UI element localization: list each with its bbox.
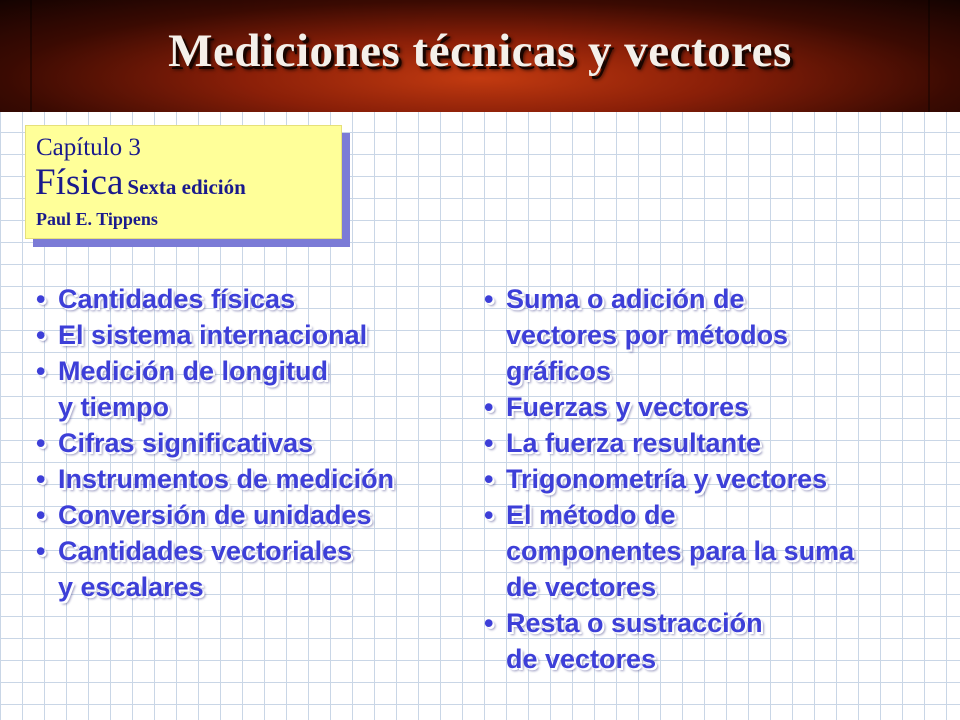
bullet-icon: • — [36, 284, 46, 314]
book-edition: Sexta edición — [127, 175, 246, 199]
bullet-icon: • — [36, 536, 46, 566]
topic-text-line: Trigonometría y vectores — [506, 464, 828, 494]
topic-text-line: Cantidades físicas — [58, 284, 296, 314]
topic-text-line: Suma o adición de — [506, 284, 745, 314]
topic-text-line: El sistema internacional — [58, 320, 368, 350]
topic-text-line: Medición de longitud — [58, 356, 328, 386]
topic-item — [478, 281, 948, 389]
topic-item — [30, 497, 475, 533]
topic-item — [30, 461, 475, 497]
topic-text-line: componentes para la suma — [506, 536, 855, 566]
topic-text-line: gráficos — [506, 356, 612, 386]
topic-item — [478, 497, 948, 605]
topic-item — [30, 425, 475, 461]
topic-item — [478, 425, 948, 461]
topic-item — [478, 461, 948, 497]
bullet-icon: • — [484, 500, 494, 530]
topic-item — [30, 281, 475, 317]
topic-list-right — [478, 281, 948, 677]
slide-title: Mediciones técnicas y vectores — [168, 25, 792, 77]
topic-text-line: Cifras significativas — [58, 428, 314, 458]
bullet-icon: • — [484, 428, 494, 458]
bullet-icon: • — [36, 464, 46, 494]
book-info-box — [25, 125, 342, 239]
topic-text-line: de vectores — [506, 644, 657, 674]
book-author: Paul E. Tippens — [36, 209, 158, 229]
topic-item — [478, 389, 948, 425]
bullet-icon: • — [484, 464, 494, 494]
bullet-icon: • — [36, 428, 46, 458]
topic-text-line: y tiempo — [58, 392, 170, 422]
bullet-icon: • — [36, 320, 46, 350]
bullet-icon: • — [484, 284, 494, 314]
bullet-icon: • — [36, 500, 46, 530]
topic-text-line: Resta o sustracción — [506, 608, 763, 638]
book-title: Física — [35, 162, 124, 203]
bullet-icon: • — [484, 608, 494, 638]
topic-text-line: Cantidades vectoriales — [58, 536, 353, 566]
topic-item — [30, 353, 475, 425]
topic-text-line: La fuerza resultante — [506, 428, 762, 458]
topic-text-line: Fuerzas y vectores — [506, 392, 750, 422]
topic-text-line: vectores por métodos — [506, 320, 789, 350]
book-title-line — [35, 161, 246, 204]
topic-text-line: El método de — [506, 500, 676, 530]
title-banner — [0, 0, 960, 112]
topic-item — [30, 317, 475, 353]
topic-text-line: Instrumentos de medición — [58, 464, 395, 494]
topic-item — [478, 605, 948, 677]
chapter-label: Capítulo 3 — [36, 134, 141, 161]
topic-item — [30, 533, 475, 605]
topic-text-line: y escalares — [58, 572, 204, 602]
topic-text-line: de vectores — [506, 572, 657, 602]
bullet-icon: • — [484, 392, 494, 422]
bullet-icon: • — [36, 356, 46, 386]
topic-text-line: Conversión de unidades — [58, 500, 372, 530]
topic-list-left — [30, 281, 475, 605]
